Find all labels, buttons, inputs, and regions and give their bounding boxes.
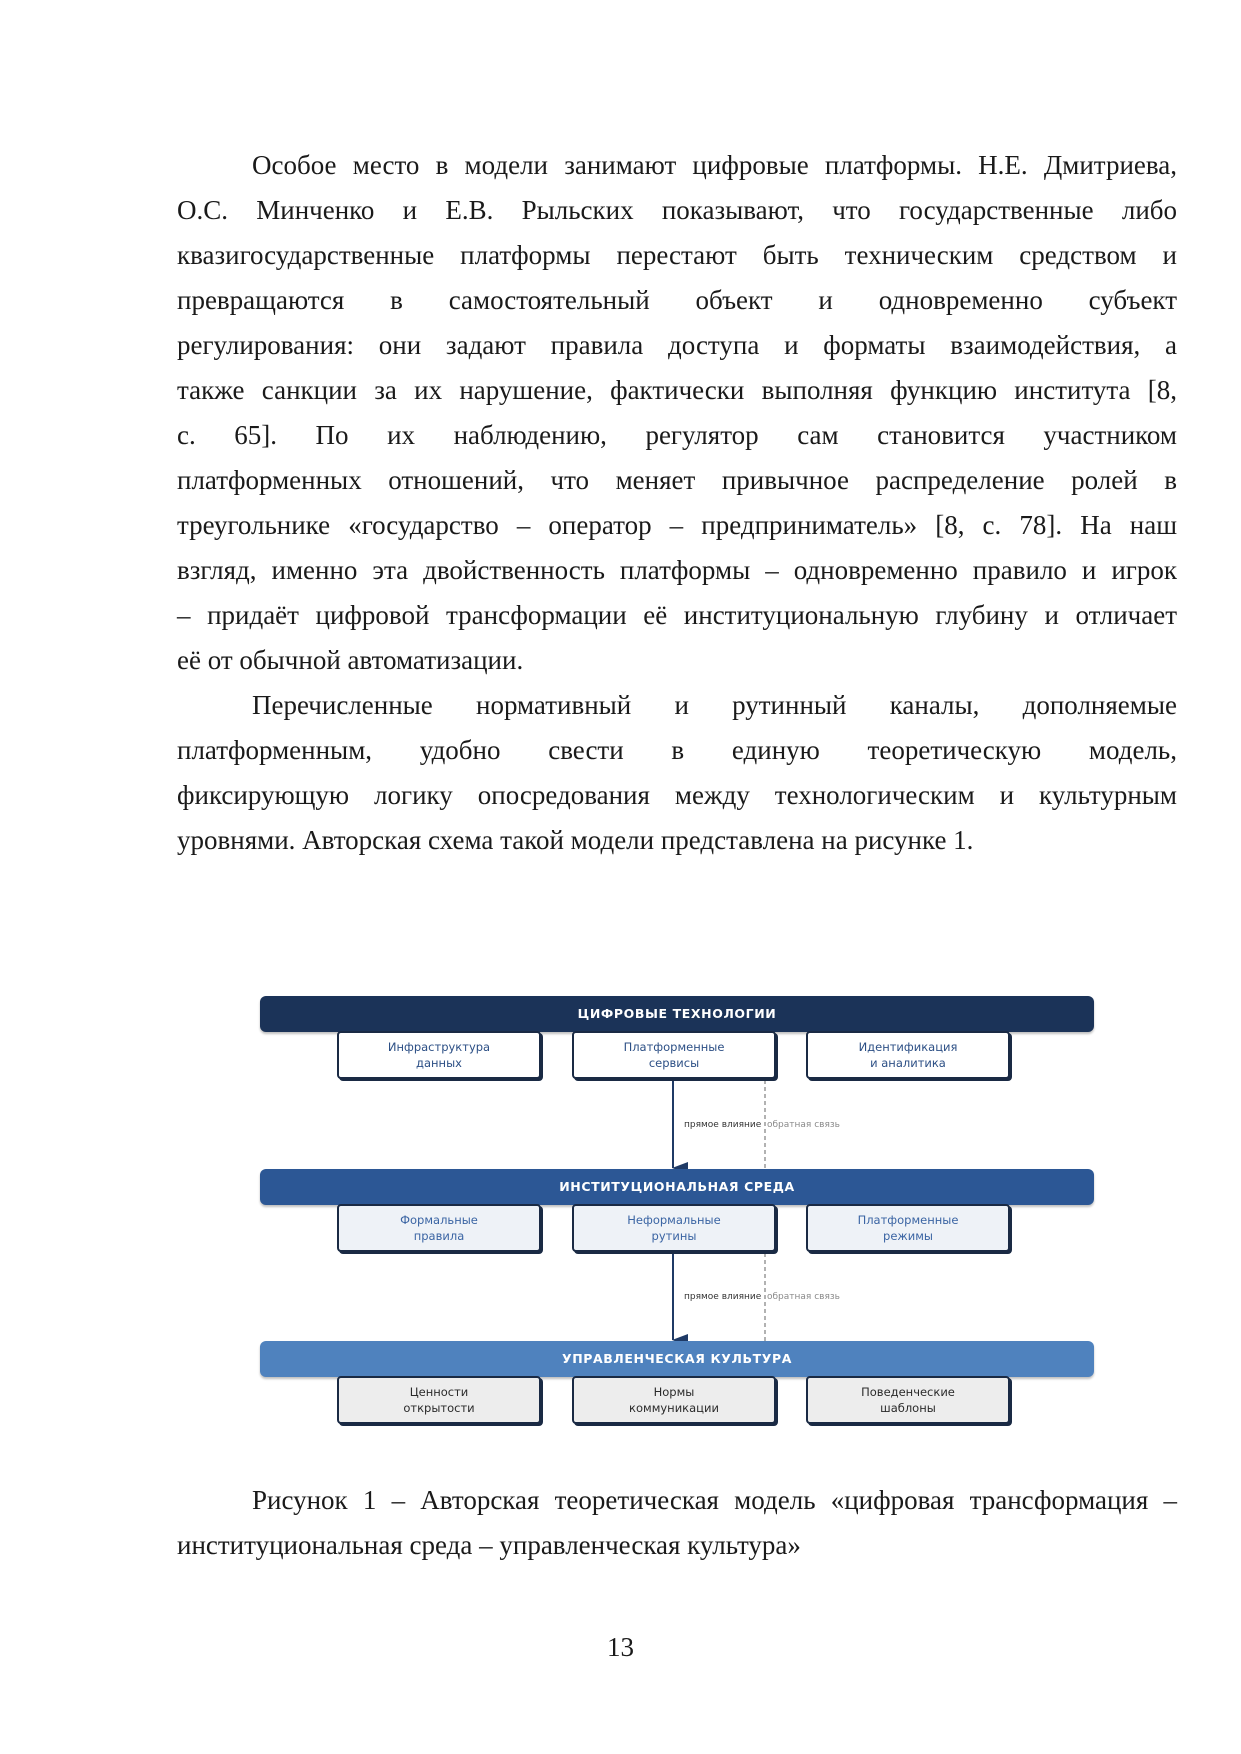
- body-line: взгляд, именно эта двойственность платформы – одновременно правило и игрок: [177, 555, 1177, 585]
- diagram-box: Платформенные режимы: [806, 1204, 1010, 1252]
- body-line: Особое место в модели занимают цифровые платформы. Н.Е. Дмитриева,: [252, 150, 1177, 180]
- diagram-box: Нормы коммуникации: [572, 1376, 776, 1424]
- body-line: её от обычной автоматизации.: [177, 645, 524, 675]
- figure-caption: институциональная среда – управленческая культура»: [177, 1530, 801, 1560]
- body-line: превращаются в самостоятельный объект и одновременно субъект: [177, 285, 1177, 315]
- level-band-institutional: ИНСТИТУЦИОНАЛЬНАЯ СРЕДА: [260, 1169, 1094, 1205]
- diagram-box: Платформенные сервисы: [572, 1031, 776, 1079]
- feedback-label: обратная связь: [767, 1120, 840, 1130]
- diagram-box: Инфраструктура данных: [337, 1031, 541, 1079]
- direct-influence-label: прямое влияние: [684, 1120, 762, 1130]
- diagram-box: Поведенческие шаблоны: [806, 1376, 1010, 1424]
- body-line: фиксирующую логику опосредования между технологическим и культурным: [177, 780, 1177, 810]
- diagram-box: Ценности открытости: [337, 1376, 541, 1424]
- diagram-box: Формальные правила: [337, 1204, 541, 1252]
- model-diagram: [257, 996, 1095, 1432]
- level-band-culture: УПРАВЛЕНЧЕСКАЯ КУЛЬТУРА: [260, 1341, 1094, 1377]
- body-line: треугольнике «государство – оператор – предприниматель» [8, с. 78]. На наш: [177, 510, 1177, 540]
- body-line: – придаёт цифровой трансформации её институциональную глубину и отличает: [177, 600, 1177, 630]
- body-line: квазигосударственные платформы перестают быть техническим средством и: [177, 240, 1177, 270]
- body-line: О.С. Минченко и Е.В. Рыльских показывают, что государственные либо: [177, 195, 1177, 225]
- page-number: 13: [607, 1632, 634, 1662]
- figure-caption: Рисунок 1 – Авторская теоретическая модель «цифровая трансформация –: [252, 1485, 1177, 1515]
- body-line: с. 65]. По их наблюдению, регулятор сам становится участником: [177, 420, 1177, 450]
- body-line: платформенным, удобно свести в единую теоретическую модель,: [177, 735, 1177, 765]
- diagram-box: Неформальные рутины: [572, 1204, 776, 1252]
- diagram-box: Идентификация и аналитика: [806, 1031, 1010, 1079]
- level-band-technologies: ЦИФРОВЫЕ ТЕХНОЛОГИИ: [260, 996, 1094, 1032]
- body-line: также санкции за их нарушение, фактически выполняя функцию института [8,: [177, 375, 1177, 405]
- body-line: уровнями. Авторская схема такой модели представлена на рисунке 1.: [177, 825, 974, 855]
- direct-influence-label: прямое влияние: [684, 1292, 762, 1302]
- body-line: регулирования: они задают правила доступа и форматы взаимодействия, а: [177, 330, 1177, 360]
- feedback-label: обратная связь: [767, 1292, 840, 1302]
- body-line: Перечисленные нормативный и рутинный каналы, дополняемые: [252, 690, 1177, 720]
- body-line: платформенных отношений, что меняет привычное распределение ролей в: [177, 465, 1177, 495]
